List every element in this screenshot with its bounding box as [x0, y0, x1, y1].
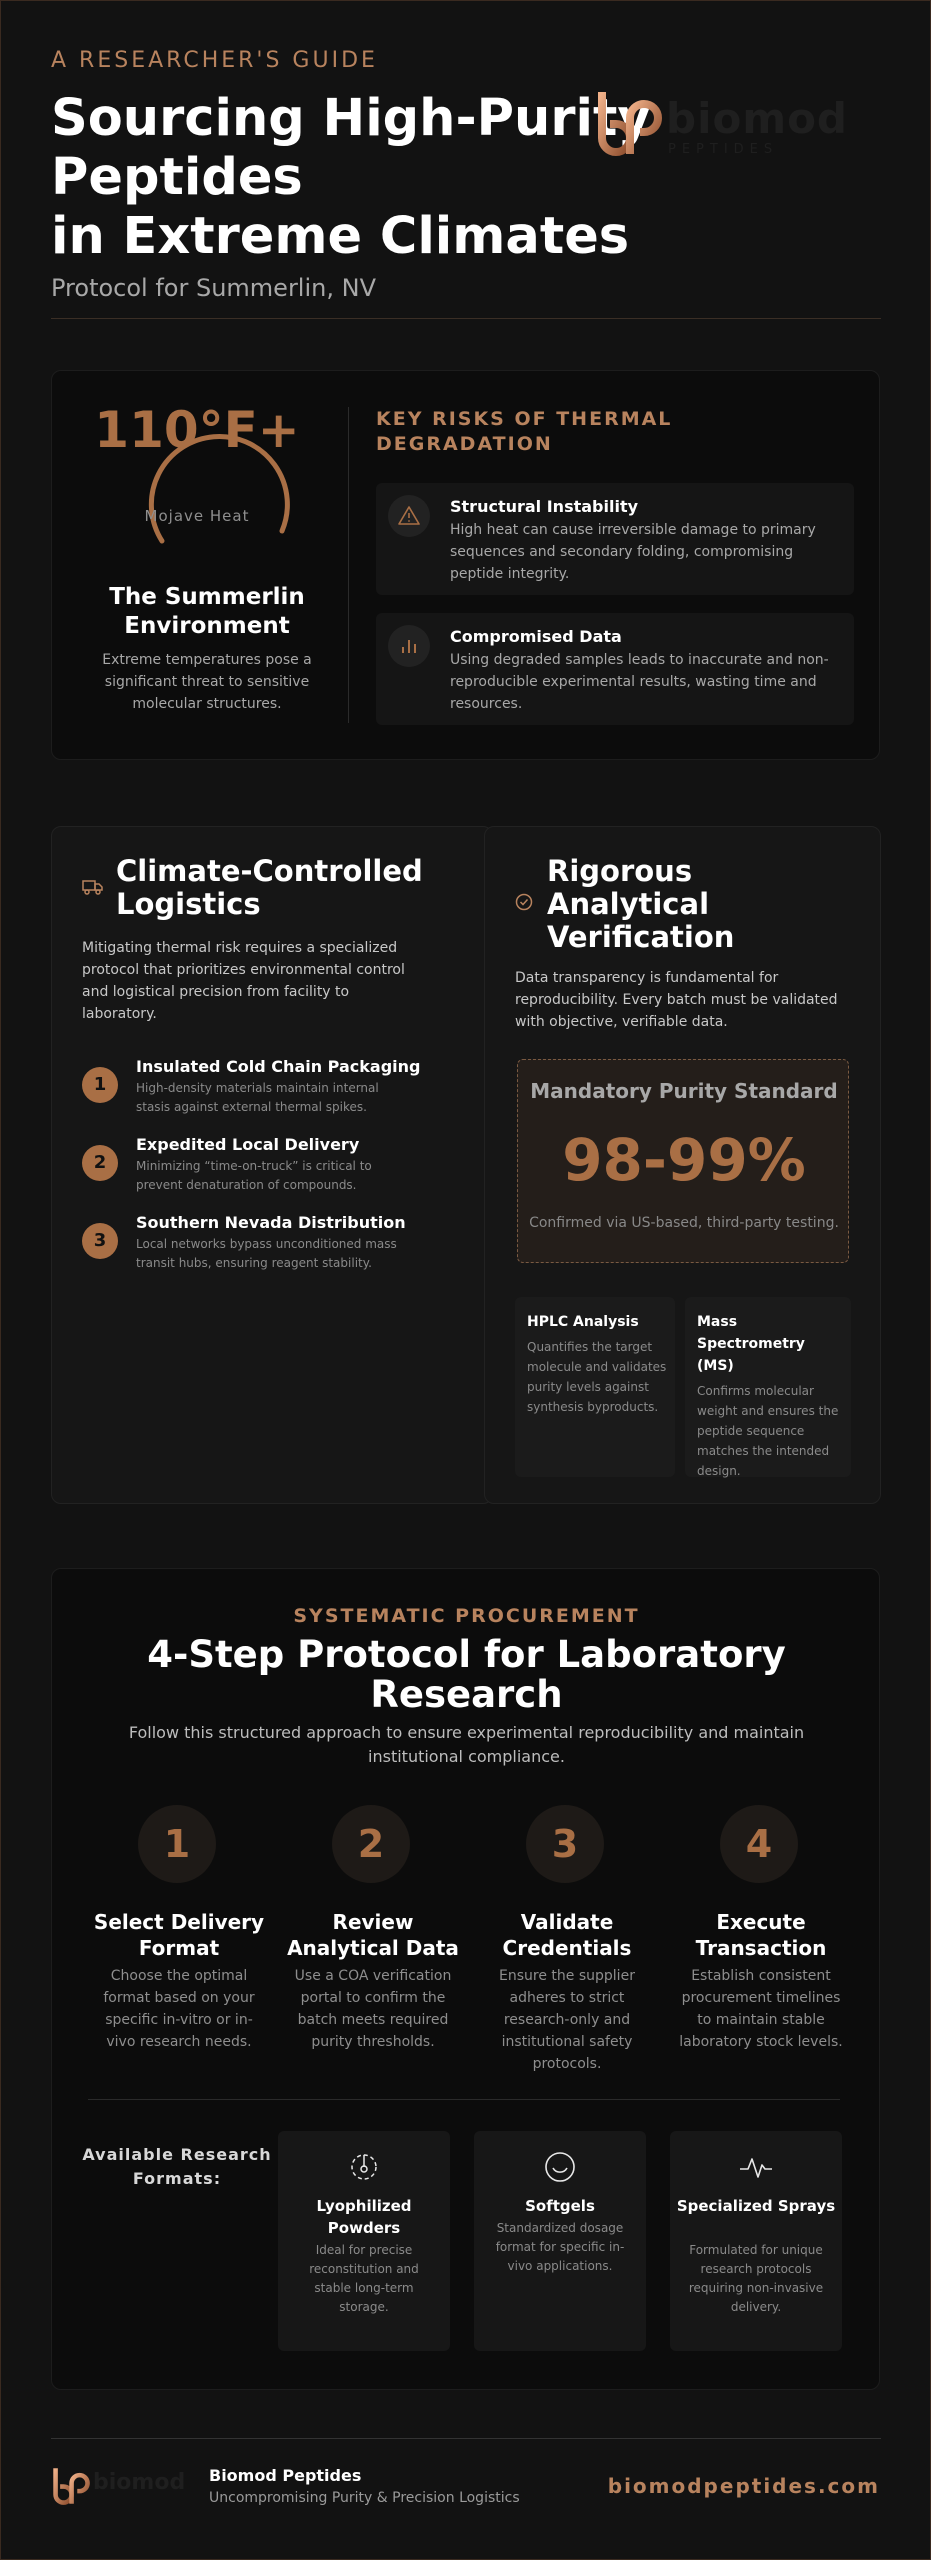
desc-line: Minimizing “time-on-truck” is critical to: [136, 1159, 372, 1173]
step-number: 4: [720, 1805, 798, 1883]
desc-line: Local networks bypass unconditioned mass: [136, 1237, 397, 1251]
header-eyebrow: A RESEARCHER'S GUIDE: [51, 48, 378, 73]
protocol-eyebrow: SYSTEMATIC PROCUREMENT: [293, 1605, 640, 1627]
footer-url-link[interactable]: biomodpeptides.com: [607, 2474, 880, 2498]
format-title: Specialized Sprays: [676, 2197, 836, 2215]
brand-logo: [594, 88, 848, 168]
format-title: Lyophilized Powders: [316, 2197, 412, 2237]
step-description: Choose the optimal format based on your specific in-vitro or in-vivo research needs.: [103, 1968, 255, 2050]
title-line: Analytical: [547, 887, 710, 921]
divider: [88, 2099, 840, 2100]
protocol-description: Follow this structured approach to ensure experimental reproducibility and maintain institutional compliance.: [128, 1723, 805, 1766]
verification-title: [547, 855, 734, 954]
logistics-item-description: [136, 1079, 379, 1117]
step-number: 3: [526, 1805, 604, 1883]
environment-card: [51, 370, 880, 760]
risk-description: High heat can cause irreversible damage to primary sequences and secondary folding, compromising peptide integrity.: [450, 522, 816, 582]
logistics-description: Mitigating thermal risk requires a specialized protocol that prioritizes environmental control and logistical precision from facility to laboratory.: [82, 940, 405, 1022]
softgel-icon: [542, 2149, 578, 2185]
risk-item: [376, 483, 854, 595]
logo-subword: PEPTIDES: [668, 142, 779, 157]
verification-description: Data transparency is fundamental for reproducibility. Every batch must be validated with objective, verifiable data.: [515, 970, 838, 1030]
format-description: Standardized dosage format for specific in-vivo applications.: [495, 2221, 625, 2273]
logistics-item-description: [136, 1157, 372, 1195]
footer-logo: [51, 2466, 201, 2506]
format-card: [474, 2131, 646, 2351]
risks-heading: KEY RISKS OF THERMAL DEGRADATION: [376, 408, 673, 455]
verification-card: [484, 826, 881, 1504]
logistics-card: [51, 826, 493, 1504]
footer-brand-name: Biomod Peptides: [209, 2466, 362, 2485]
logistics-item-title: Insulated Cold Chain Packaging: [136, 1057, 421, 1076]
risk-item: [376, 613, 854, 725]
step-description: Use a COA verification portal to confirm the batch meets required purity thresholds.: [294, 1968, 452, 2050]
logistics-item-description: [136, 1235, 397, 1273]
step-number: 1: [138, 1805, 216, 1883]
step-description: Establish consistent procurement timelines to maintain stable laboratory stock levels.: [679, 1968, 843, 2050]
temperature-value: 110°F+: [94, 401, 300, 459]
desc-line: stasis against external thermal spikes.: [136, 1100, 367, 1114]
purity-standard-box: [517, 1059, 849, 1263]
step-title: Validate Credentials: [502, 1910, 632, 1960]
formats-label: Available Research Formats:: [82, 2145, 272, 2188]
risk-description: Using degraded samples leads to inaccurate and non-reproducible experimental results, wasting time and resources.: [450, 652, 829, 712]
divider: [348, 407, 349, 723]
divider: [51, 318, 881, 319]
format-title: Softgels: [525, 2197, 595, 2215]
powder-icon: [346, 2149, 382, 2185]
step-number-badge: 1: [82, 1067, 118, 1103]
desc-line: prevent denaturation of compounds.: [136, 1178, 357, 1192]
environment-title: The Summerlin Environment: [109, 584, 305, 639]
check-circle-icon: [515, 893, 533, 911]
title-line: Verification: [547, 920, 735, 954]
purity-value: 98-99%: [562, 1126, 806, 1194]
page-title: [51, 89, 671, 266]
format-card: [278, 2131, 450, 2351]
risk-title: Structural Instability: [450, 497, 639, 516]
footer-tagline: Uncompromising Purity & Precision Logistics: [209, 2490, 520, 2506]
desc-line: High-density materials maintain internal: [136, 1081, 379, 1095]
risk-title: Compromised Data: [450, 627, 622, 646]
step-title: Review Analytical Data: [287, 1910, 459, 1960]
divider: [51, 2438, 881, 2439]
step-description: Ensure the supplier adheres to strict research-only and institutional safety protocols.: [499, 1968, 635, 2072]
method-title: Mass Spectrometry (MS): [697, 1314, 805, 1374]
logistics-title: [116, 855, 423, 921]
purity-note: Confirmed via US-based, third-party testing.: [529, 1215, 839, 1231]
title-line: in Extreme Climates: [51, 207, 630, 266]
method-title: HPLC Analysis: [527, 1314, 639, 1330]
bp-logo-icon: [594, 88, 664, 158]
environment-description: Extreme temperatures pose a significant threat to sensitive molecular structures.: [102, 652, 312, 712]
format-card: [670, 2131, 842, 2351]
step-title: Select Delivery Format: [93, 1910, 265, 1960]
logistics-item-title: Southern Nevada Distribution: [136, 1213, 406, 1232]
footer-logo-wordmark: biomod: [93, 2470, 186, 2495]
bar-chart-icon: [388, 625, 430, 667]
format-description: Formulated for unique research protocols requiring non-invasive delivery.: [688, 2243, 824, 2314]
bp-logo-icon: [51, 2466, 91, 2506]
title-line: Logistics: [116, 887, 261, 921]
warning-icon: [388, 495, 430, 537]
title-line: Peptides: [51, 148, 303, 207]
title-line: Rigorous: [547, 854, 693, 888]
step-number: 2: [332, 1805, 410, 1883]
truck-icon: [82, 877, 104, 897]
purity-title: Mandatory Purity Standard: [530, 1079, 838, 1103]
method-description: Quantifies the target molecule and validates purity levels against synthesis byproducts.: [527, 1340, 667, 1414]
format-description: Ideal for precise reconstitution and stable long-term storage.: [309, 2243, 419, 2314]
method-card: [685, 1297, 851, 1477]
method-card: [515, 1297, 675, 1477]
header: [51, 48, 881, 302]
page-subtitle: Protocol for Summerlin, NV: [51, 274, 376, 302]
desc-line: transit hubs, ensuring reagent stability.: [136, 1256, 372, 1270]
step-number-badge: 3: [82, 1223, 118, 1259]
title-line: Sourcing High-Purity: [51, 89, 651, 148]
step-number-badge: 2: [82, 1145, 118, 1181]
logo-wordmark: biomod: [666, 94, 848, 143]
step-title: Execute Transaction: [695, 1910, 827, 1960]
pulse-icon: [738, 2149, 774, 2185]
protocol-card: [51, 1568, 880, 2390]
method-description: Confirms molecular weight and ensures the peptide sequence matches the intended design.: [697, 1384, 839, 1478]
protocol-title: 4-Step Protocol for Laboratory Research: [147, 1633, 786, 1716]
logistics-item-title: Expedited Local Delivery: [136, 1135, 360, 1154]
title-line: Climate-Controlled: [116, 854, 423, 888]
temperature-caption: Mojave Heat: [144, 507, 250, 525]
